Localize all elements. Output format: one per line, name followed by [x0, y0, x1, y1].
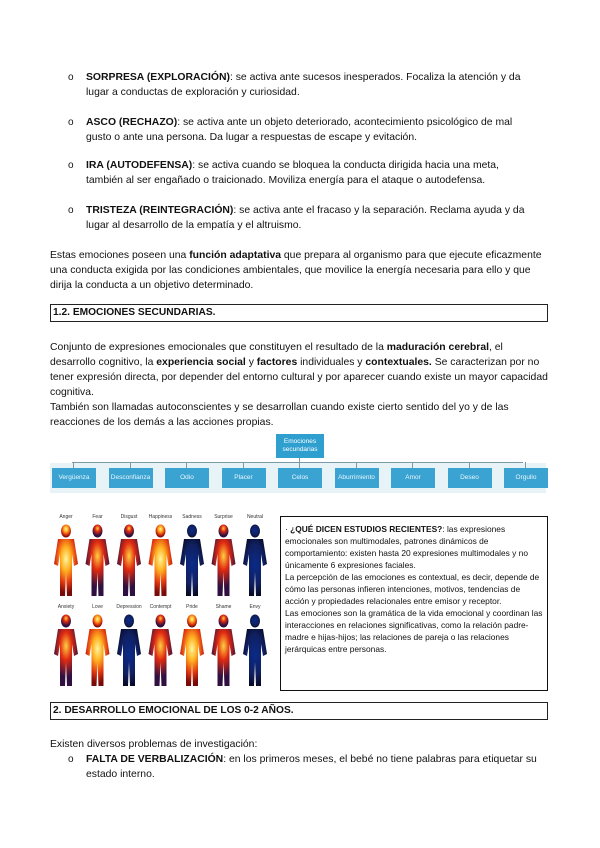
diagram-node: Desconfianza — [109, 468, 153, 488]
bullet-head: SORPRESA (EXPLORACIÓN) — [86, 72, 230, 83]
body-figure — [54, 615, 78, 687]
body-figure-label: Disgust — [120, 514, 138, 520]
bullet-body: : se activa ante un objeto deteriorado, acontecimiento psicológico de mal gusto o ante una persona. Da lugar a respuestas de escape y evitación. — [86, 117, 513, 143]
para-bold: maduración cerebral — [386, 342, 489, 353]
body-figure-label: Anxiety — [57, 604, 75, 610]
bullet-marker: o — [68, 754, 74, 765]
emotion-body-map-image — [50, 514, 274, 698]
box-text: Las emociones son la gramática de la vida emocional y coordinan las interacciones en relaciones significativas, como la relación padre-madre e hijas-hijos; las relaciones de pareja o las relaciones jerárquicas entre personas. — [285, 608, 543, 654]
para-text: Conjunto de expresiones emocionales que constituyen el resultado de la — [50, 342, 387, 353]
body-figure — [86, 615, 110, 687]
bullet-head: ASCO (RECHAZO) — [86, 117, 178, 128]
bullet-body: : se activa cuando se bloquea la conducta dirigida hacia una meta, también al ser engañado o traicionado. Moviliza energía para el ataque o autodefensa. — [86, 160, 499, 186]
para-text: que prepara al organismo para que ejecute eficazmente una conducta exigida por las condiciones ambientales, que movilice la energía necesaria para ello y que dirija la conducta a un objetivo determinado. — [50, 250, 542, 291]
bullet-marker: o — [68, 160, 74, 171]
box-text: : las expresiones emocionales son multimodales, patrones dinámicos de comportamiento: existen hasta 20 expresiones multimodales y no únicamente 6 expresiones faciales. — [285, 524, 529, 570]
body-figure-label: Surprise — [214, 514, 233, 520]
body-figure-label: Pride — [186, 604, 198, 610]
diagram-node: Aburrimiento — [335, 468, 379, 488]
diagram-node: Celos — [278, 468, 322, 488]
bullet-marker: o — [68, 117, 74, 128]
body-figure — [180, 525, 204, 597]
paragraph-funcion-adaptativa — [50, 248, 548, 293]
body-figure — [180, 615, 204, 687]
para-text: También son llamadas autoconscientes y se desarrollan cuando existe cierto sentido del yo y de las reacciones de los demás a las acciones propias. — [50, 402, 509, 428]
diagram-node: Amor — [391, 468, 435, 488]
para-bold: factores — [256, 357, 298, 368]
diagram-node: Vergüenza — [52, 468, 96, 488]
bullet-marker: o — [68, 205, 74, 216]
body-figure — [86, 525, 110, 597]
diagram-node: Odio — [165, 468, 209, 488]
para-bold: experiencia social — [156, 357, 246, 368]
body-figure — [149, 615, 173, 687]
bullet-text — [86, 70, 538, 100]
para-text: y — [245, 357, 257, 368]
body-figure-label: Shame — [215, 604, 232, 610]
body-figure-label: Envy — [249, 604, 261, 610]
bullet-text — [86, 203, 538, 233]
diagram-node: Orgullo — [504, 468, 548, 488]
section-heading-emociones-secundarias: 1.2. EMOCIONES SECUNDARIAS. — [50, 304, 548, 322]
para-text: individuales y — [297, 357, 366, 368]
paragraph-emociones-secundarias — [50, 340, 548, 430]
bullet-marker: o — [68, 72, 74, 83]
para-text: Estas emociones poseen una — [50, 250, 190, 261]
body-figure — [117, 615, 141, 687]
body-figure — [243, 615, 267, 687]
body-figure-label: Happiness — [148, 514, 173, 520]
paragraph-problemas: Existen diversos problemas de investigación: — [50, 739, 258, 750]
body-figure-label: Depression — [116, 604, 142, 610]
body-figure — [212, 615, 236, 687]
bullet-head: IRA (AUTODEFENSA) — [86, 160, 193, 171]
para-text: , el desarrollo cognitivo, la — [50, 342, 503, 368]
bullet-body: : en los primeros meses, el bebé no tiene palabras para etiquetar su estado interno. — [86, 754, 537, 780]
recent-studies-box — [280, 516, 548, 691]
box-lead: · — [285, 524, 291, 534]
body-figure — [212, 525, 236, 597]
body-figure-label: Love — [92, 604, 103, 610]
bullet-text — [86, 115, 538, 145]
box-heading: ¿QUÉ DICEN ESTUDIOS RECIENTES? — [290, 524, 443, 534]
section-heading-desarrollo: 2. DESARROLLO EMOCIONAL DE LOS 0-2 AÑOS. — [50, 702, 548, 720]
bullet-body: : se activa ante sucesos inesperados. Focaliza la atención y da lugar a conductas de exploración y curiosidad. — [86, 72, 521, 98]
para-text: Se caracterizan por no tener expresión directa, por depender del entorno cultural y por aparecer cuando existe un mayor capacidad cognitiva. — [50, 357, 548, 398]
body-figure-label: Contempt — [149, 604, 172, 610]
bullet-head: TRISTEZA (REINTEGRACIÓN) — [86, 205, 234, 216]
bullet-body: : se activa ante el fracaso y la separación. Reclama ayuda y da lugar al desarrollo de la empatía y el altruismo. — [86, 205, 525, 231]
body-figure-label: Fear — [92, 514, 103, 520]
body-figure — [54, 525, 78, 597]
diagram-root-node: Emociones secundarias — [276, 434, 324, 458]
diagram-node: Deseo — [448, 468, 492, 488]
bullet-text — [86, 158, 538, 188]
diagram-node: Placer — [222, 468, 266, 488]
body-figure — [243, 525, 267, 597]
bullet-text — [86, 752, 538, 782]
diagram-connector — [72, 462, 523, 463]
para-bold: función adaptativa — [189, 250, 282, 261]
body-figure-label: Sadness — [182, 514, 202, 520]
bullet-head: FALTA DE VERBALIZACIÓN — [86, 754, 224, 765]
body-figure-label: Neutral — [246, 514, 264, 520]
para-bold: contextuales. — [365, 357, 432, 368]
body-figure — [149, 525, 173, 597]
body-figure — [117, 525, 141, 597]
box-text: La percepción de las emociones es contextual, es decir, depende de cómo las personas infieren intenciones, motivos, tendencias de acción y propiedades relacionales entre emisor y receptor. — [285, 572, 540, 606]
body-figure-label: Anger — [59, 514, 73, 520]
